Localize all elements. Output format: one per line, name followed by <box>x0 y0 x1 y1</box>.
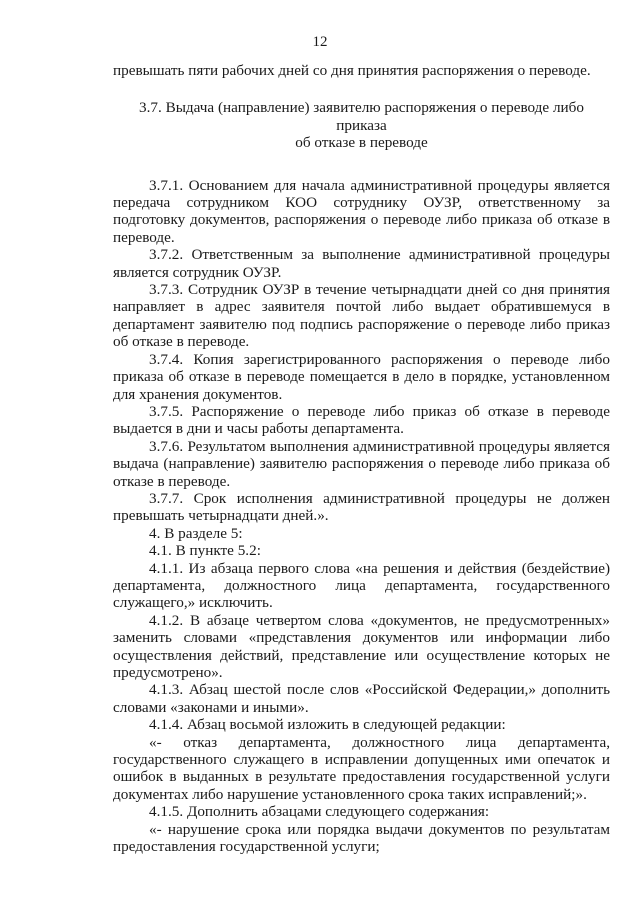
quoted-paragraph-refusal: «- отказ департамента, должностного лица департамента, государственного служащего в исправлении допущенных ими опечаток и ошибок в выданных в результате предоставления государственной услуги документах либо нарушение установленного срока таких исправлений;». <box>113 733 610 803</box>
document-body <box>113 62 610 855</box>
paragraph-3-7-3: 3.7.3. Сотрудник ОУЗР в течение четырнадцати дней со дня принятия направляет в адрес заявителя почтой либо выдает обратившемуся в департамент заявителю под подпись распоряжение о переводе либо приказ об отказе в переводе. <box>113 281 610 351</box>
paragraph-4-1-4: 4.1.4. Абзац восьмой изложить в следующей редакции: <box>149 716 506 734</box>
paragraph-3-7-4: 3.7.4. Копия зарегистрированного распоряжения о переводе либо приказа об отказе в переводе помещается в дело в порядке, установленном для хранения документов. <box>113 350 610 403</box>
quoted-paragraph-violation: «- нарушение срока или порядка выдачи документов по результатам предоставления государственной услуги; <box>113 820 610 856</box>
paragraph-3-7-1: 3.7.1. Основанием для начала административной процедуры является передача сотрудником КОО сотруднику ОУЗР, ответственному за подготовку документов, распоряжения о переводе либо приказа об отказе в переводе. <box>113 176 610 246</box>
paragraph-3-7-2: 3.7.2. Ответственным за выполнение административной процедуры является сотрудник ОУЗР. <box>113 246 610 281</box>
page-number: 12 <box>312 34 328 50</box>
section-heading <box>113 99 610 151</box>
paragraph-4-1-2: 4.1.2. В абзаце четвертом слова «документов, не предусмотренных» заменить словами «представления документов или информации либо осуществления действий, представление или осуществление которых не предусмотрено». <box>113 611 610 681</box>
paragraph-4-1-5: 4.1.5. Дополнить абзацами следующего содержания: <box>149 803 490 821</box>
paragraph-4-1-1: 4.1.1. Из абзаца первого слова «на решения и действия (бездействие) департамента, должностного лица департамента, государственного служащего,» исключить. <box>113 559 610 612</box>
paragraph-3-7-7: 3.7.7. Срок исполнения административной процедуры не должен превышать четырнадцати дней.». <box>113 489 610 525</box>
section-heading-line-1: 3.7. Выдача (направление) заявителю распоряжения о переводе либо приказа <box>139 99 584 134</box>
paragraph-4-1: 4.1. В пункте 5.2: <box>149 542 261 560</box>
paragraph-3-7-6: 3.7.6. Результатом выполнения административной процедуры является выдача (направление) заявителю распоряжения о переводе либо приказа об отказе в переводе. <box>113 437 610 490</box>
paragraph-3-7-5: 3.7.5. Распоряжение о переводе либо приказ об отказе в переводе выдается в дни и часы работы департамента. <box>113 402 610 438</box>
paragraph-4: 4. В разделе 5: <box>149 524 243 542</box>
paragraph-4-1-3: 4.1.3. Абзац шестой после слов «Российской Федерации,» дополнить словами «законами и иными». <box>113 681 610 716</box>
continuation-paragraph: превышать пяти рабочих дней со дня принятия распоряжения о переводе. <box>113 62 591 79</box>
section-heading-line-2: об отказе в переводе <box>295 134 428 152</box>
